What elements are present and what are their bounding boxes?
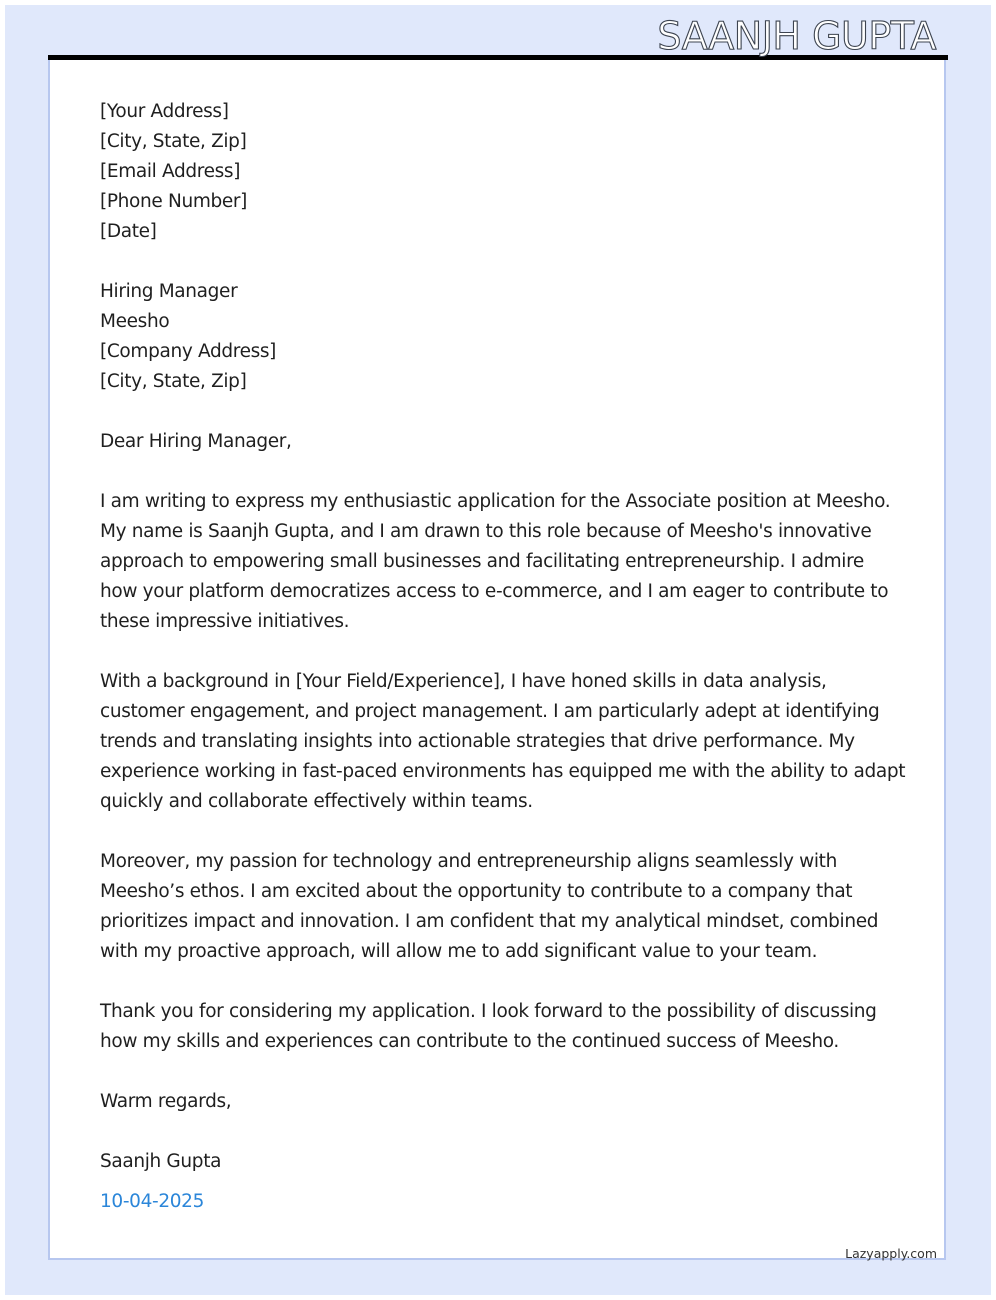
paragraph-line: prioritizes impact and innovation. I am confident that my analytical mindset, combined <box>100 911 879 932</box>
paragraph-line: Thank you for considering my application. I look forward to the possibility of discussing <box>100 1001 877 1022</box>
recipient-address-block <box>100 277 900 397</box>
recipient-address-line: [Company Address] <box>100 341 277 362</box>
letter-date: 10-04-2025 <box>100 1191 205 1212</box>
sender-phone-line: [Phone Number] <box>100 191 248 212</box>
paragraph-line: approach to empowering small businesses and facilitating entrepreneurship. I admire <box>100 551 864 572</box>
sender-address-line: [Your Address] <box>100 101 229 122</box>
sender-date-line: [Date] <box>100 221 157 242</box>
sender-address-block <box>100 97 900 247</box>
recipient-title-line: Hiring Manager <box>100 281 238 302</box>
paragraph-line: With a background in [Your Field/Experience], I have honed skills in data analysis, <box>100 671 827 692</box>
paragraph-line: quickly and collaborate effectively within teams. <box>100 791 533 812</box>
paragraph-line: experience working in fast-paced environments has equipped me with the ability to adapt <box>100 761 906 782</box>
applicant-name-heading: SAANJH GUPTA <box>657 14 936 58</box>
paragraph-line: My name is Saanjh Gupta, and I am drawn to this role because of Meesho's innovative <box>100 521 872 542</box>
sender-city-line: [City, State, Zip] <box>100 131 247 152</box>
signature-name: Saanjh Gupta <box>100 1151 222 1172</box>
recipient-city-line: [City, State, Zip] <box>100 371 247 392</box>
salutation: Dear Hiring Manager, <box>100 431 292 452</box>
paragraph-line: with my proactive approach, will allow me to add significant value to your team. <box>100 941 818 962</box>
recipient-company-line: Meesho <box>100 311 170 332</box>
paragraph-line: trends and translating insights into actionable strategies that drive performance. My <box>100 731 855 752</box>
closing: Warm regards, <box>100 1091 232 1112</box>
sender-email-line: [Email Address] <box>100 161 241 182</box>
paragraph-line: Meesho’s ethos. I am excited about the opportunity to contribute to a company that <box>100 881 853 902</box>
paragraph-line: these impressive initiatives. <box>100 611 350 632</box>
footer-brand: Lazyapply.com <box>845 1246 937 1261</box>
body-paragraph-4 <box>100 997 900 1057</box>
paragraph-line: how my skills and experiences can contribute to the continued success of Meesho. <box>100 1031 839 1052</box>
paragraph-line: Moreover, my passion for technology and entrepreneurship aligns seamlessly with <box>100 851 837 872</box>
cover-letter-body <box>100 97 906 1217</box>
body-paragraph-1 <box>100 487 900 637</box>
body-paragraph-2 <box>100 667 906 817</box>
body-paragraph-3 <box>100 847 900 967</box>
paragraph-line: how your platform democratizes access to e-commerce, and I am eager to contribute to <box>100 581 889 602</box>
paragraph-line: customer engagement, and project management. I am particularly adept at identifying <box>100 701 880 722</box>
paragraph-line: I am writing to express my enthusiastic application for the Associate position at Meesho. <box>100 491 891 512</box>
